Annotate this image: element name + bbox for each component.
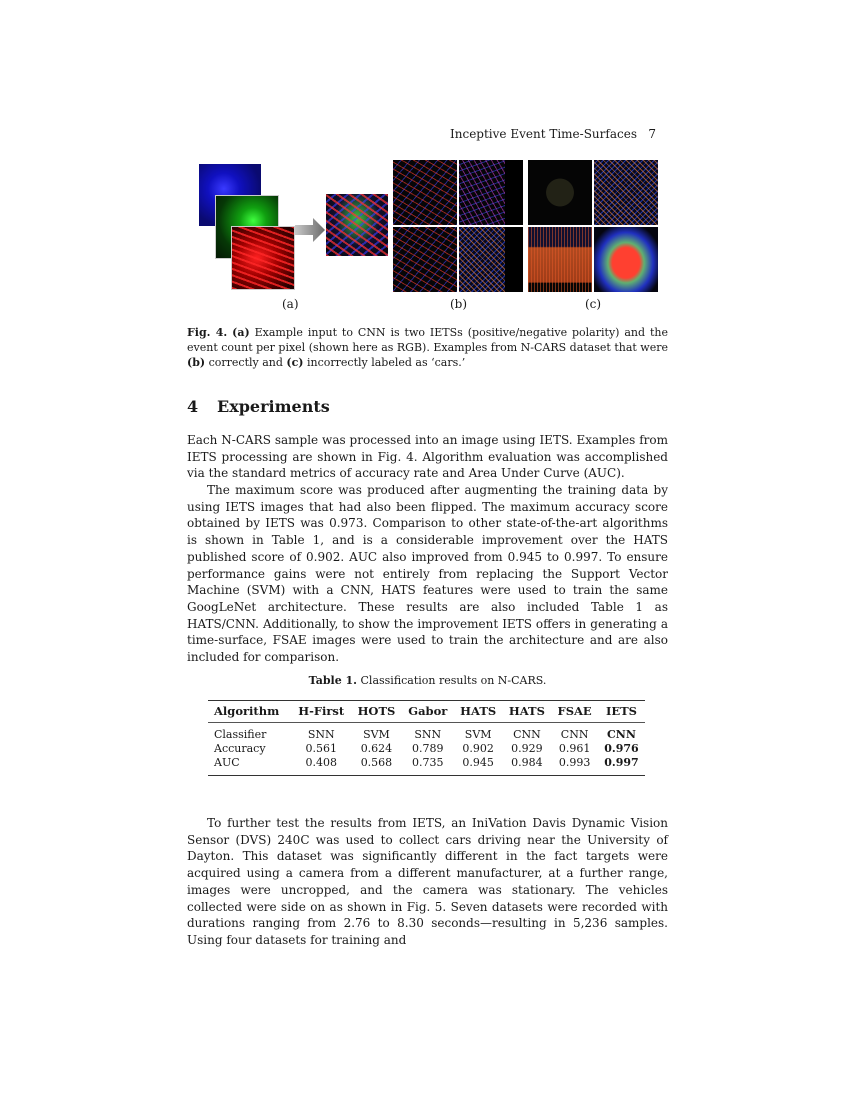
figure-tile [393, 227, 457, 292]
table-cell: 0.735 [412, 756, 444, 769]
caption-c-text: incorrectly labeled as ‘cars.’ [303, 356, 466, 369]
table-cell-best: 0.976 [604, 742, 639, 755]
figure-tile [459, 160, 523, 225]
table-header-row [208, 701, 645, 723]
table-header: HATS [508, 704, 545, 718]
caption-label: Fig. 4. [187, 326, 228, 339]
figure-tile [459, 227, 523, 292]
figure-tile [594, 160, 658, 225]
table-caption [187, 674, 668, 687]
paragraph-1: Each N-CARS sample was processed into an image using IETS. Examples from IETS processing are shown in Fig. 4. Algorithm evaluation was accomplished via the standard metrics of accuracy rate and Area Under Curve (AUC). [187, 433, 668, 481]
running-head-title: Inceptive Event Time-Surfaces [450, 127, 637, 141]
table-cell: 0.789 [412, 742, 444, 755]
table-row [208, 756, 645, 776]
sublabel-b: (b) [450, 297, 468, 311]
table-row [208, 742, 645, 756]
right-arrow-icon [295, 218, 325, 242]
table-cell: SVM [363, 728, 390, 741]
table-cell: 0.624 [360, 742, 393, 755]
table-row [208, 723, 645, 743]
figure-caption [187, 325, 668, 370]
table-cell: 0.984 [511, 756, 543, 769]
section-number: 4 [187, 397, 199, 416]
table-cell: 0.993 [558, 756, 591, 769]
table-header: FSAE [557, 704, 592, 718]
table-cell: 0.408 [305, 756, 337, 769]
table-cell: 0.561 [305, 742, 337, 755]
table-cell-best: 0.997 [604, 756, 639, 769]
table-cell: SVM [464, 728, 492, 741]
row-label: AUC [214, 756, 240, 769]
table-cell: 0.961 [558, 742, 591, 755]
figure-tile [528, 160, 592, 225]
caption-a-text: Example input to CNN is two IETSs (positive/negative polarity) and the event count per pixel (shown here as RGB). Examples from N-CARS dataset that were [187, 326, 668, 354]
figure-tile [594, 227, 658, 292]
table-header: HOTS [357, 704, 396, 718]
table-cell: 0.945 [462, 756, 494, 769]
row-label: Accuracy [214, 742, 266, 755]
panel-c-grid [528, 160, 658, 292]
figure-4 [195, 160, 665, 310]
caption-c-label: (c) [286, 356, 304, 369]
paragraph-3: To further test the results from IETS, an IniVation Davis Dynamic Vision Sensor (DVS) 240C was used to collect cars driving near the University of Dayton. This dataset was significantly different in the fact targets were acquired using a camera from a different manufacturer, at a further range, images were uncropped, and the camera was stationary. The vehicles collected were side on as shown in Fig. 5. Seven datasets were recorded with durations ranging from 2.76 to 8.30 seconds—resulting in 5,236 samples. Using four datasets for training and [187, 816, 668, 947]
table-cell: 0.929 [511, 742, 543, 755]
panel-b-grid [393, 160, 523, 292]
row-label: Classifier [214, 728, 267, 741]
figure-tile [528, 227, 592, 292]
table-caption-label: Table 1. [308, 674, 358, 687]
table-cell-best: CNN [607, 728, 636, 741]
paragraph-2: The maximum score was produced after augmenting the training data by using IETS images that had also been flipped. The maximum accuracy score obtained by IETS was 0.973. Comparison to other state-of-the-art algorithms is shown in Table 1, and is a considerable improvement over the HATS published score of 0.902. AUC also improved from 0.945 to 0.997. To ensure performance gains were not entirely from replacing the Support Vector Machine (SVM) with a CNN, HATS features were used to train the same GoogLeNet architecture. These results are also included Table 1 as HATS/CNN. Additionally, to show the improvement IETS offers in generating a time-surface, FSAE images were used to train the architecture and are also included for comparison. [187, 483, 668, 665]
table-cell: SNN [414, 728, 442, 741]
sublabel-a: (a) [282, 297, 299, 311]
table-header: IETS [605, 704, 637, 718]
caption-b-label: (b) [187, 356, 206, 369]
figure-tile [393, 160, 457, 225]
red-channel-image [231, 226, 295, 290]
table-header: Gabor [408, 704, 448, 718]
page-number: 7 [648, 127, 656, 141]
table-cell: CNN [513, 728, 541, 741]
rgb-composite-image [326, 194, 388, 256]
table-cell: 0.568 [360, 756, 393, 769]
table-caption-text: Classification results on N-CARS. [357, 674, 547, 687]
section-heading [187, 397, 330, 416]
table-cell: CNN [560, 728, 589, 741]
sublabel-c: (c) [585, 297, 602, 311]
results-table [208, 700, 645, 776]
table-header: HATS [460, 704, 497, 718]
table-cell: SNN [307, 728, 335, 741]
section-title: Experiments [217, 397, 330, 416]
table-header: Algorithm [214, 704, 280, 718]
caption-a-label: (a) [232, 326, 250, 339]
table-cell: 0.902 [462, 742, 494, 755]
caption-b-text: correctly and [205, 356, 287, 369]
table-header: H-First [298, 704, 345, 718]
